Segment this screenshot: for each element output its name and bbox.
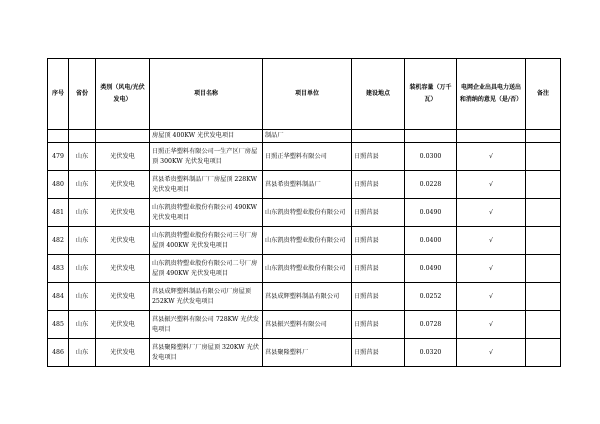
cell-province: 山东 — [69, 143, 96, 171]
header-category: 类别（风电/光伏发电） — [96, 59, 150, 130]
cell-location: 日照莒县 — [352, 255, 405, 283]
cell-seq: 482 — [48, 227, 69, 255]
cell-grid-opinion: √ — [457, 283, 526, 311]
project-table — [47, 58, 561, 367]
cell-remark — [526, 143, 561, 171]
cell-seq: 481 — [48, 199, 69, 227]
continuation-row — [48, 130, 561, 143]
cell-category: 光伏发电 — [96, 339, 150, 367]
header-location: 建设地点 — [352, 59, 405, 130]
header-project-name: 项目名称 — [150, 59, 263, 130]
cell-location: 日照莒县 — [352, 311, 405, 339]
cell-unit: 莒县聚隆塑料厂 — [263, 339, 352, 367]
cell-project-name: 房屋顶 400KW 光伏发电项目 — [150, 130, 263, 143]
cell-grid-opinion: √ — [457, 171, 526, 199]
cell-seq: 479 — [48, 143, 69, 171]
header-remark: 备注 — [526, 59, 561, 130]
cell-province: 山东 — [69, 255, 96, 283]
cell-remark — [526, 199, 561, 227]
cell-location: 日照莒县 — [352, 339, 405, 367]
cell-unit: 制品厂 — [263, 130, 352, 143]
header-unit: 项目单位 — [263, 59, 352, 130]
cell-category: 光伏发电 — [96, 143, 150, 171]
cell-project-name: 莒县振兴塑料有限公司 728KW 光伏发电项目 — [150, 311, 263, 339]
table-row — [48, 339, 561, 367]
cell-project-name: 莒县希贵塑料制品厂厂房屋顶 228KW 光伏发电项目 — [150, 171, 263, 199]
cell-grid-opinion: √ — [457, 199, 526, 227]
cell-unit: 莒县振兴塑料有限公司 — [263, 311, 352, 339]
header-seq: 序号 — [48, 59, 69, 130]
cell-remark — [526, 255, 561, 283]
cell-capacity: 0.0228 — [405, 171, 457, 199]
cell-capacity: 0.0728 — [405, 311, 457, 339]
table-header-row — [48, 59, 561, 130]
cell-project-name: 山东凯贵特塑业股份有限公司二号厂房屋顶 490KW 光伏发电项目 — [150, 255, 263, 283]
cell-capacity: 0.0300 — [405, 143, 457, 171]
cell-remark — [526, 311, 561, 339]
cell-remark — [526, 339, 561, 367]
cell-seq: 480 — [48, 171, 69, 199]
table-row — [48, 143, 561, 171]
cell-grid-opinion: √ — [457, 311, 526, 339]
cell-category: 光伏发电 — [96, 283, 150, 311]
cell-project-name: 莒县成辉塑料制品有限公司厂房屋顶 252KW 光伏发电项目 — [150, 283, 263, 311]
cell-capacity: 0.0490 — [405, 199, 457, 227]
table-row — [48, 255, 561, 283]
table-row — [48, 171, 561, 199]
cell-location: 日照莒县 — [352, 171, 405, 199]
cell-location: 日照莒县 — [352, 227, 405, 255]
cell-category: 光伏发电 — [96, 171, 150, 199]
table-row — [48, 283, 561, 311]
table-row — [48, 311, 561, 339]
cell-remark — [526, 171, 561, 199]
cell-seq: 485 — [48, 311, 69, 339]
cell-province: 山东 — [69, 199, 96, 227]
cell-remark — [526, 283, 561, 311]
cell-unit: 山东凯贵特塑业股份有限公司 — [263, 227, 352, 255]
cell-province: 山东 — [69, 227, 96, 255]
cell-project-name: 山东凯贵特塑业股份有限公司三号厂房屋顶 400KW 光伏发电项目 — [150, 227, 263, 255]
table-row — [48, 227, 561, 255]
cell-project-name: 山东凯贵特塑业股份有限公司 490KW 光伏发电项目 — [150, 199, 263, 227]
cell-location: 日照莒县 — [352, 143, 405, 171]
cell-category: 光伏发电 — [96, 311, 150, 339]
header-grid-opinion: 电网企业出具电力送出和消纳的意见（是/否） — [457, 59, 526, 130]
cell-project-name: 莒县聚隆塑料厂厂房屋顶 320KW 光伏发电项目 — [150, 339, 263, 367]
header-province: 省份 — [69, 59, 96, 130]
cell-province: 山东 — [69, 311, 96, 339]
cell-capacity: 0.0320 — [405, 339, 457, 367]
cell-seq: 484 — [48, 283, 69, 311]
cell-unit: 莒县希贵塑料制品厂 — [263, 171, 352, 199]
cell-grid-opinion: √ — [457, 143, 526, 171]
cell-unit: 日照正华塑料有限公司 — [263, 143, 352, 171]
cell-province: 山东 — [69, 171, 96, 199]
cell-location: 日照莒县 — [352, 199, 405, 227]
table-row — [48, 199, 561, 227]
cell-province: 山东 — [69, 339, 96, 367]
cell-category: 光伏发电 — [96, 255, 150, 283]
cell-unit: 莒县成辉塑料制品有限公司 — [263, 283, 352, 311]
cell-capacity: 0.0490 — [405, 255, 457, 283]
cell-seq: 486 — [48, 339, 69, 367]
cell-capacity: 0.0400 — [405, 227, 457, 255]
cell-capacity: 0.0252 — [405, 283, 457, 311]
header-capacity: 装机容量（万千瓦） — [405, 59, 457, 130]
cell-province: 山东 — [69, 283, 96, 311]
cell-grid-opinion: √ — [457, 255, 526, 283]
cell-grid-opinion: √ — [457, 339, 526, 367]
cell-category: 光伏发电 — [96, 199, 150, 227]
cell-unit: 山东凯贵特塑业股份有限公司 — [263, 199, 352, 227]
cell-remark — [526, 227, 561, 255]
cell-location: 日照莒县 — [352, 283, 405, 311]
cell-grid-opinion: √ — [457, 227, 526, 255]
cell-category: 光伏发电 — [96, 227, 150, 255]
cell-unit: 山东凯贵特塑业股份有限公司 — [263, 255, 352, 283]
cell-seq: 483 — [48, 255, 69, 283]
cell-project-name: 日照正华塑料有限公司一生产区厂房屋顶 300KW 光伏发电项目 — [150, 143, 263, 171]
